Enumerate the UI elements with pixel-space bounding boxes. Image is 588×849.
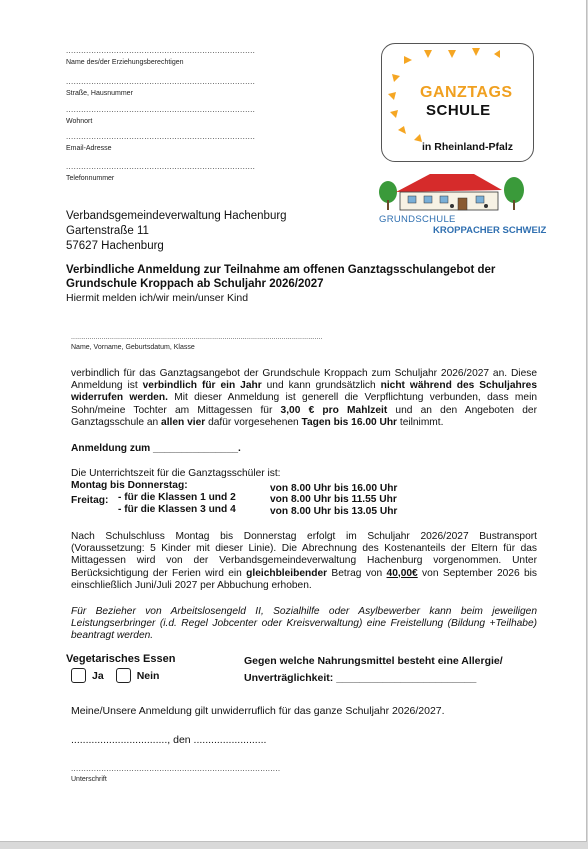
school-name-line1: GRUNDSCHULE [379, 214, 456, 225]
recipient-line2: Gartenstraße 11 [66, 225, 149, 237]
sun-rays-top-icon [420, 48, 530, 68]
para1-text2: und kann grundsätzlich [261, 380, 381, 392]
guardian-name-line: ........................................................................... [66, 46, 256, 55]
heading-line2: Grundschule Kroppach ab Schuljahr 2026/2027 [66, 278, 324, 290]
heading-line1: Verbindliche Anmeldung zur Teilnahme am offenen Ganztagsschulangebot der [66, 264, 496, 276]
school-building-icon [378, 168, 528, 213]
allergy-input-line[interactable]: Unverträglichkeit: ________________________ [244, 672, 477, 684]
allergy-line1: Gegen welche Nahrungsmittel besteht eine Allergie/ [244, 655, 503, 667]
para2-amount: 40,00€ [386, 567, 418, 579]
vegetarian-title: Vegetarisches Essen [66, 653, 176, 665]
schedule-intro: Die Unterrichtszeit für die Ganztagsschüler ist: [71, 468, 281, 479]
vegetarian-no-label: Nein [136, 669, 160, 682]
friday-row2-label: - für die Klassen 3 und 4 [118, 504, 236, 515]
para2-bold1: gleichbleibender [246, 567, 328, 579]
city-label: Wohnort [66, 118, 93, 125]
para1-bold1: verbindlich für ein Jahr [142, 380, 262, 392]
para2-text2: Betrag von [327, 567, 387, 579]
child-line: ........................................................................................................................... [71, 334, 323, 341]
para2-text1: Nach Schulschluss Montag bis Donnerstag erfolgt im Schuljahr 2026/2027 Bustransport (Voraussetzung: 5 Kinder mit dieser Linie). Die Abrechnung des Kostenanteils der Eltern für das Mittagessen wird von der Verbandsgemeindeverwaltung Hachenburg vorgenommen. Unter Berücksichtigung der Ferien wird ein [71, 531, 537, 579]
commitment-paragraph [71, 368, 537, 429]
para1-text1: verbindlich für das Ganztagsangebot der Grundschule Kroppach zum Schuljahr 2026/2027 an. Diese Anmeldung ist [71, 368, 537, 392]
para1-bold4: allen vier [161, 416, 206, 428]
logo-region-text: in Rheinland-Pfalz [422, 141, 514, 153]
billing-paragraph [71, 531, 537, 592]
ganztagsschule-logo [381, 43, 534, 162]
email-label: Email-Adresse [66, 145, 112, 152]
signature-line[interactable]: ................................................................................... [71, 764, 281, 773]
closing-statement: Meine/Unsere Anmeldung gilt unwiderruflich für das ganze Schuljahr 2026/2027. [71, 705, 445, 717]
city-line: ........................................................................... [66, 105, 256, 114]
heading-line3: Hiermit melden ich/wir mein/unser Kind [66, 292, 249, 304]
document-heading [66, 263, 536, 305]
child-label: Name, Vorname, Geburtsdatum, Klasse [71, 344, 195, 351]
place-date-line[interactable]: ................................., den ......................... [71, 734, 267, 746]
vegetarian-no-checkbox[interactable] [116, 668, 131, 683]
friday-label: Freitag: [71, 495, 109, 506]
para1-text4: und an den Angeboten der Ganztagsschule an [71, 404, 537, 428]
signature-label: Unterschrift [71, 776, 107, 783]
guardian-name-label: Name des/der Erziehungsberechtigen [66, 59, 184, 66]
para1-bold5: Tagen bis 16.00 Uhr [301, 416, 398, 428]
vegetarian-options [71, 668, 159, 683]
registration-date-line: Anmeldung zum _______________. [71, 443, 241, 454]
email-line: ........................................................................... [66, 132, 256, 141]
allergy-section [244, 653, 503, 687]
phone-line: ........................................................................... [66, 162, 256, 171]
logo-ganztags-text: GANZTAGS [420, 84, 513, 101]
mon-thu-time: von 8.00 Uhr bis 16.00 Uhr [270, 483, 398, 494]
para1-bold2: nicht während des Schuljahres widerrufen werden. [71, 380, 538, 404]
friday-row1-label: - für die Klassen 1 und 2 [118, 492, 236, 503]
para1-text3: Mit dieser Anmeldung ist generell die Verpflichtung verbunden, dass mein Sohn/meine Tochter am Mittagessen für [71, 392, 537, 416]
friday-row2-time: von 8.00 Uhr bis 13.05 Uhr [270, 506, 398, 517]
vegetarian-yes-label: Ja [92, 669, 104, 682]
para1-text6: teilnimmt. [397, 416, 444, 428]
recipient-address [66, 209, 287, 254]
school-name-line2: KROPPACHER SCHWEIZ [433, 225, 547, 236]
para1-text5: dafür vorgesehenen [205, 416, 302, 428]
recipient-line3: 57627 Hachenburg [66, 240, 164, 252]
para2-text3: von September 2026 bis einschließlich Juni/Juli 2027 per Abbuchung erhoben. [71, 567, 538, 591]
phone-label: Telefonnummer [66, 175, 115, 182]
street-label: Straße, Hausnummer [66, 90, 133, 97]
mon-thu-label: Montag bis Donnerstag: [71, 480, 188, 491]
logo-schule-text: SCHULE [426, 102, 491, 119]
friday-row1-time: von 8.00 Uhr bis 11.55 Uhr [270, 494, 397, 505]
subsidy-note: Für Bezieher von Arbeitslosengeld II, Sozialhilfe oder Asylbewerber kann beim jeweiligen Leistungserbringer (i.d. Regel Jobcenter oder Kreisverwaltung) eine Freistellung (Bildung +Teilhabe) beantragt werden. [71, 606, 537, 642]
street-line: ........................................................................... [66, 77, 256, 86]
para1-bold3: 3,00 € pro Mahlzeit [280, 404, 388, 416]
recipient-line1: Verbandsgemeindeverwaltung Hachenburg [66, 210, 287, 222]
vegetarian-yes-checkbox[interactable] [71, 668, 86, 683]
